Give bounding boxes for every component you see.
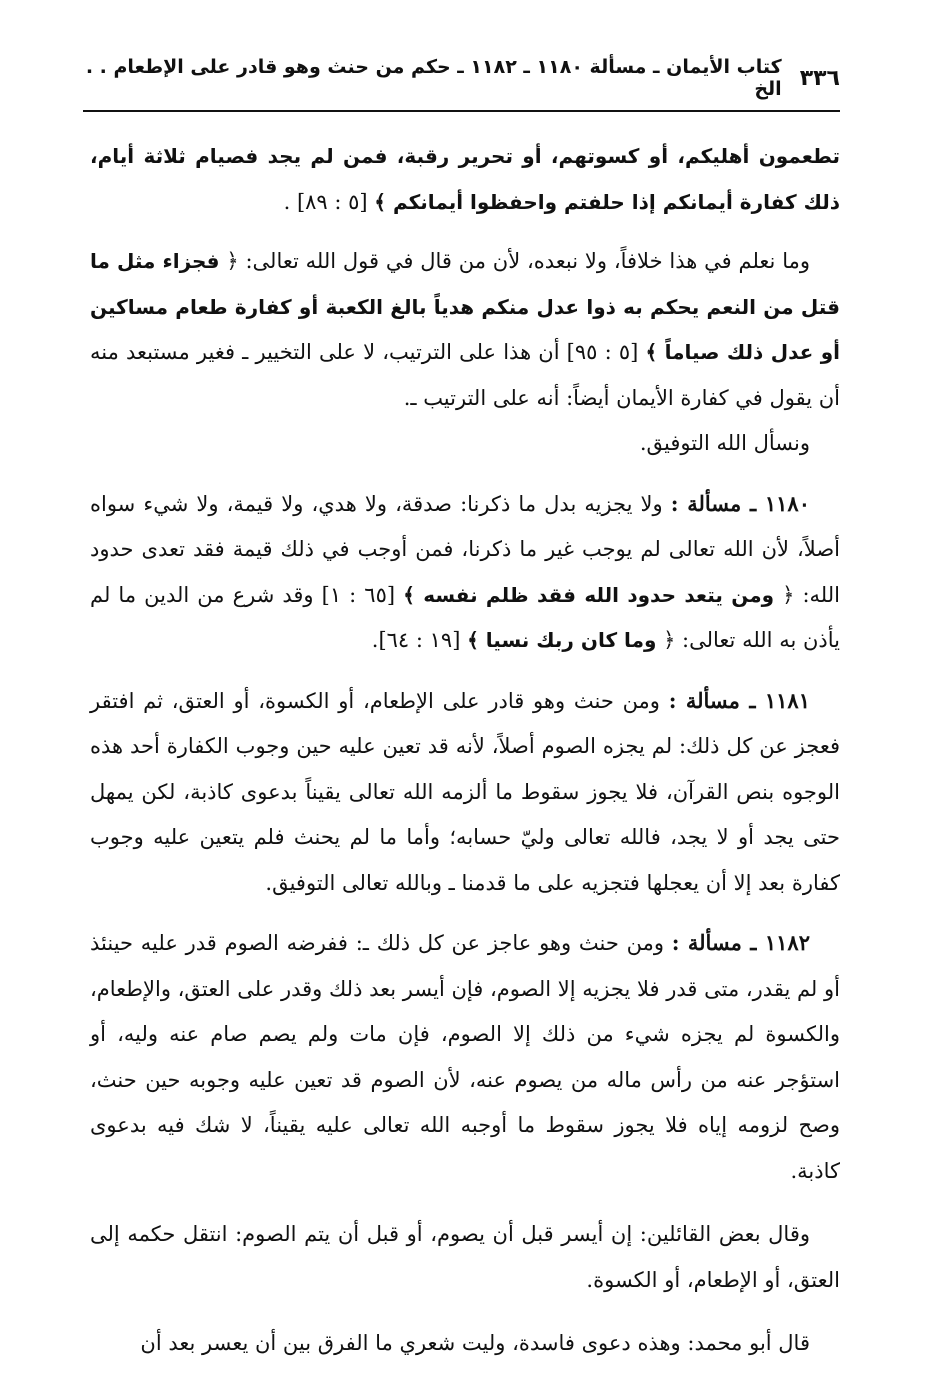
paragraph-text: ونسأل الله التوفيق. [639, 431, 810, 455]
masala-label: ١١٨١ ـ مسألة : [668, 687, 810, 713]
paragraph-text: وقال بعض القائلين: إن أيسر قبل أن يصوم، أو قبل أن يتم الصوم: انتقل حكمه إلى العتق، أو الإطعام، أو الكسوة. [90, 1222, 840, 1292]
page-body [90, 134, 840, 1381]
paragraph-text: قال أبو محمد: وهذه دعوى فاسدة، وليت شعري ما الفرق بين أن يعسر بعد أن [140, 1331, 810, 1355]
running-header [80, 58, 840, 98]
verse-reference: [١٩ : ٦٤]. [371, 628, 468, 652]
paragraph-verse-continuation [90, 134, 840, 225]
paragraph-tawfiq [90, 421, 840, 467]
page-number: ٣٣٦ [799, 65, 840, 91]
quran-verse: ومن يتعد حدود الله فقد ظلم نفسه ﴾ [403, 582, 775, 607]
paragraph-text: [٦٥ : ١] وقد شرع من الدين ما لم يأذن به الله تعالى: ﴿ [90, 582, 840, 652]
paragraph-text: وما نعلم في هذا خلافاً، ولا نبعده، لأن من قال في قول الله تعالى: ﴿ [219, 249, 810, 273]
masala-1182 [90, 920, 840, 1194]
paragraph-text: ومن حنث وهو عاجز عن كل ذلك ـ: ففرضه الصوم قدر عليه حينئذ أو لم يقدر، متى قدر فلا يجزيه إلا الصوم، فإن أيسر بعد ذلك وقدر على العتق، والإطعام، والكسوة لم يجزه شيء من ذلك إلا الصوم، فإن مات ولم يصم صام عنه وليه، أو استؤجر عنه من رأس ماله من يصوم عنه، لأن الصوم قد تعين عليه وجوبه حين حنث، وصح لزومه إياه فلا يجوز سقوط ما أوجبه الله تعالى عليه يقيناً، لا شك فيه بدعوى كاذبة. [89, 931, 841, 1183]
quran-verse: فجزاء مثل ما قتل من النعم يحكم به ذوا عدل منكم هدياً بالغ الكعبة أو كفارة طعام مساكين أو عدل ذلك صياماً ﴾ [90, 249, 841, 364]
quran-verse: وما كان ربك نسيا ﴾ [467, 628, 657, 652]
header-title: كتاب الأيمان ـ مسألة ١١٨٠ ـ ١١٨٢ ـ حكم من حنث وهو قادر على الإطعام . . الخ [85, 56, 782, 100]
paragraph-text: ومن حنث وهو قادر على الإطعام، أو الكسوة، أو العتق، ثم افتقر فعجز عن كل ذلك: لم يجزه الصوم أصلاً، لأنه قد تعين عليه حين وجوب الكفارة أحد هذه الوجوه بنص القرآن، فلا يجوز سقوط ما ألزمه الله تعالى يقيناً بدعوى كاذبة، لكن يمهل حتى يجد أو لا يجد، فالله تعالى وليّ حسابه؛ وأما ما لم يحنث فلم يتعين عليه وجوب كفارة بعد إلا أن يعجلها فتجزيه على ما قدمنا ـ وبالله تعالى التوفيق. [90, 688, 840, 895]
masala-1180 [90, 481, 840, 664]
masala-label: ١١٨٢ ـ مسألة : [671, 930, 810, 955]
paragraph-tarteeb [90, 239, 840, 421]
header-rule [83, 110, 840, 112]
paragraph-qaileen [90, 1212, 840, 1303]
masala-label: ١١٨٠ ـ مسألة : [670, 490, 810, 516]
verse-reference: [٥ : ٨٩] . [283, 189, 375, 214]
quran-verse: تطعمون أهليكم، أو كسوتهم، أو تحرير رقبة، فمن لم يجد فصيام ثلاثة أيام، ذلك كفارة أيمانكم إذا حلفتم واحفظوا أيمانكم ﴾ [90, 144, 840, 214]
paragraph-text: ولا يجزيه بدل ما ذكرنا: صدقة، ولا هدي، ولا قيمة، ولا شيء سواه أصلاً، لأن الله تعالى لم يوجب غير ما ذكرنا، فمن أوجب في ذلك قيمة فقد تعدى حدود الله: ﴿ [90, 491, 840, 607]
paragraph-text: [٥ : ٩٥] أن هذا على الترتيب، لا على التخيير ـ فغير مستبعد منه أن يقول في كفارة الأيمان أيضاً: أنه على الترتيب ـ. [90, 340, 840, 410]
masala-1181 [90, 678, 840, 907]
paragraph-abu-muhammad [90, 1321, 840, 1367]
